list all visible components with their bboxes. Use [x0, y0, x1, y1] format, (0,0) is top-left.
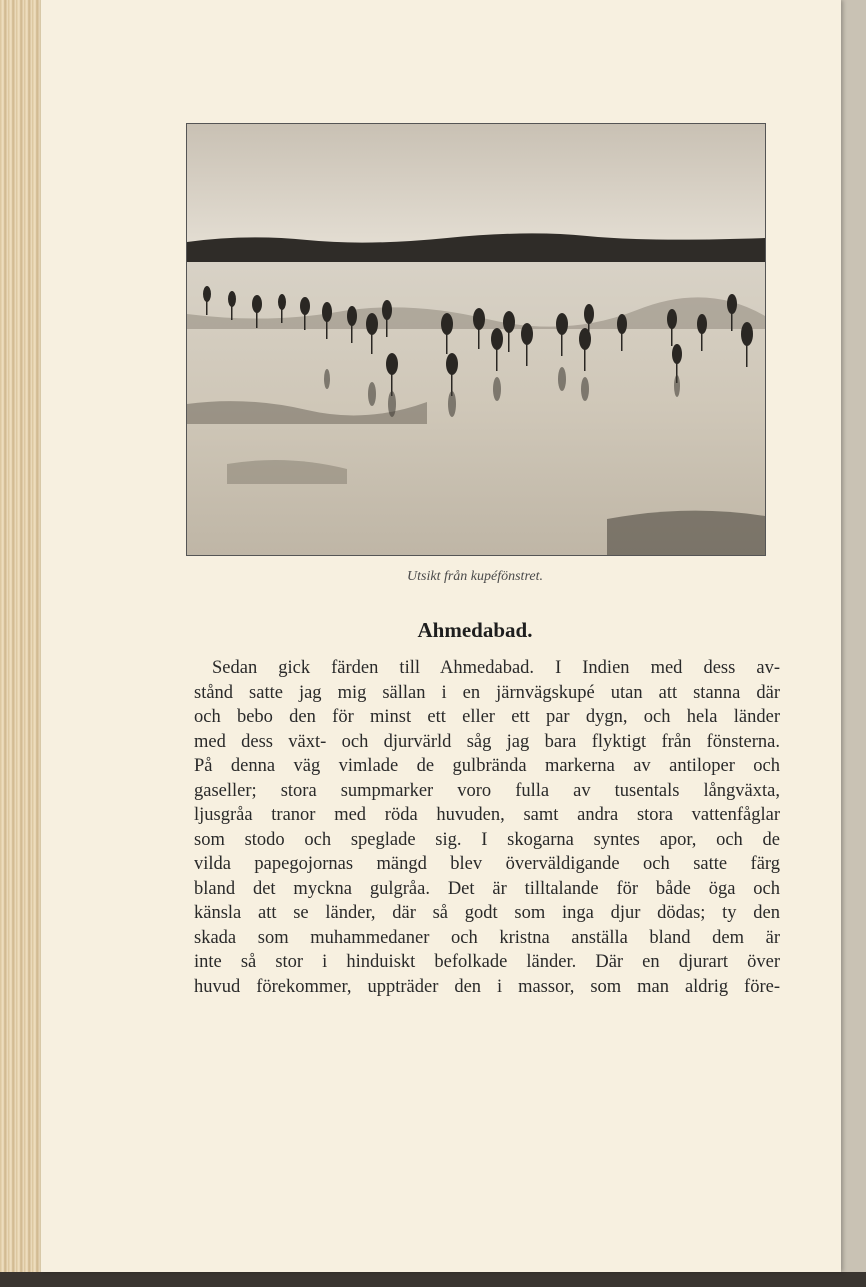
- text-line: huvud förekommer, uppträder den i massor, som man aldrig före-: [194, 976, 780, 997]
- text-line: Sedan gick färden till Ahmedabad. I Indien med dess av-: [212, 658, 780, 678]
- text-line: och bebo den för minst ett eller ett par dygn, och hela länder: [194, 707, 780, 727]
- text-line: med dess växt- och djurvärld såg jag bara flyktigt från fönsterna.: [194, 731, 780, 752]
- text-line: stånd satte jag mig sällan i en järnvägskupé utan att stanna där: [194, 682, 780, 703]
- text-line: gaseller; stora sumpmarker voro fulla av tusentals långväxta,: [194, 780, 780, 801]
- chapter-heading: Ahmedabad.: [417, 618, 533, 642]
- text-line: bland det myckna gulgråa. Det är tilltalande för både öga och: [194, 878, 780, 899]
- marsh-birds-photo: [187, 124, 765, 555]
- text-line: På denna väg vimlade de gulbrända markerna av antiloper och: [194, 756, 780, 776]
- bottom-edge: [0, 1272, 866, 1287]
- text-line: vilda papegojornas mängd blev överväldigande och satte färg: [194, 854, 780, 874]
- text-line: ljusgråa tranor med röda huvuden, samt andra stora vattenfåglar: [194, 805, 780, 825]
- photo-figure: [186, 123, 766, 556]
- text-line: känsla att se länder, där så godt som inga djur dödas; ty den: [194, 903, 780, 923]
- text-line: inte så stor i hinduiskt befolkade länder. Där en djurart över: [194, 952, 780, 972]
- background-strip: [838, 0, 866, 1287]
- text-line: skada som muhammedaner och kristna anställa bland dem är: [194, 927, 780, 948]
- text-line: som stodo och speglade sig. I skogarna syntes apor, och de: [194, 829, 780, 850]
- body-paragraph: [194, 656, 780, 999]
- figure-caption: Utsikt från kupéfönstret.: [407, 569, 543, 584]
